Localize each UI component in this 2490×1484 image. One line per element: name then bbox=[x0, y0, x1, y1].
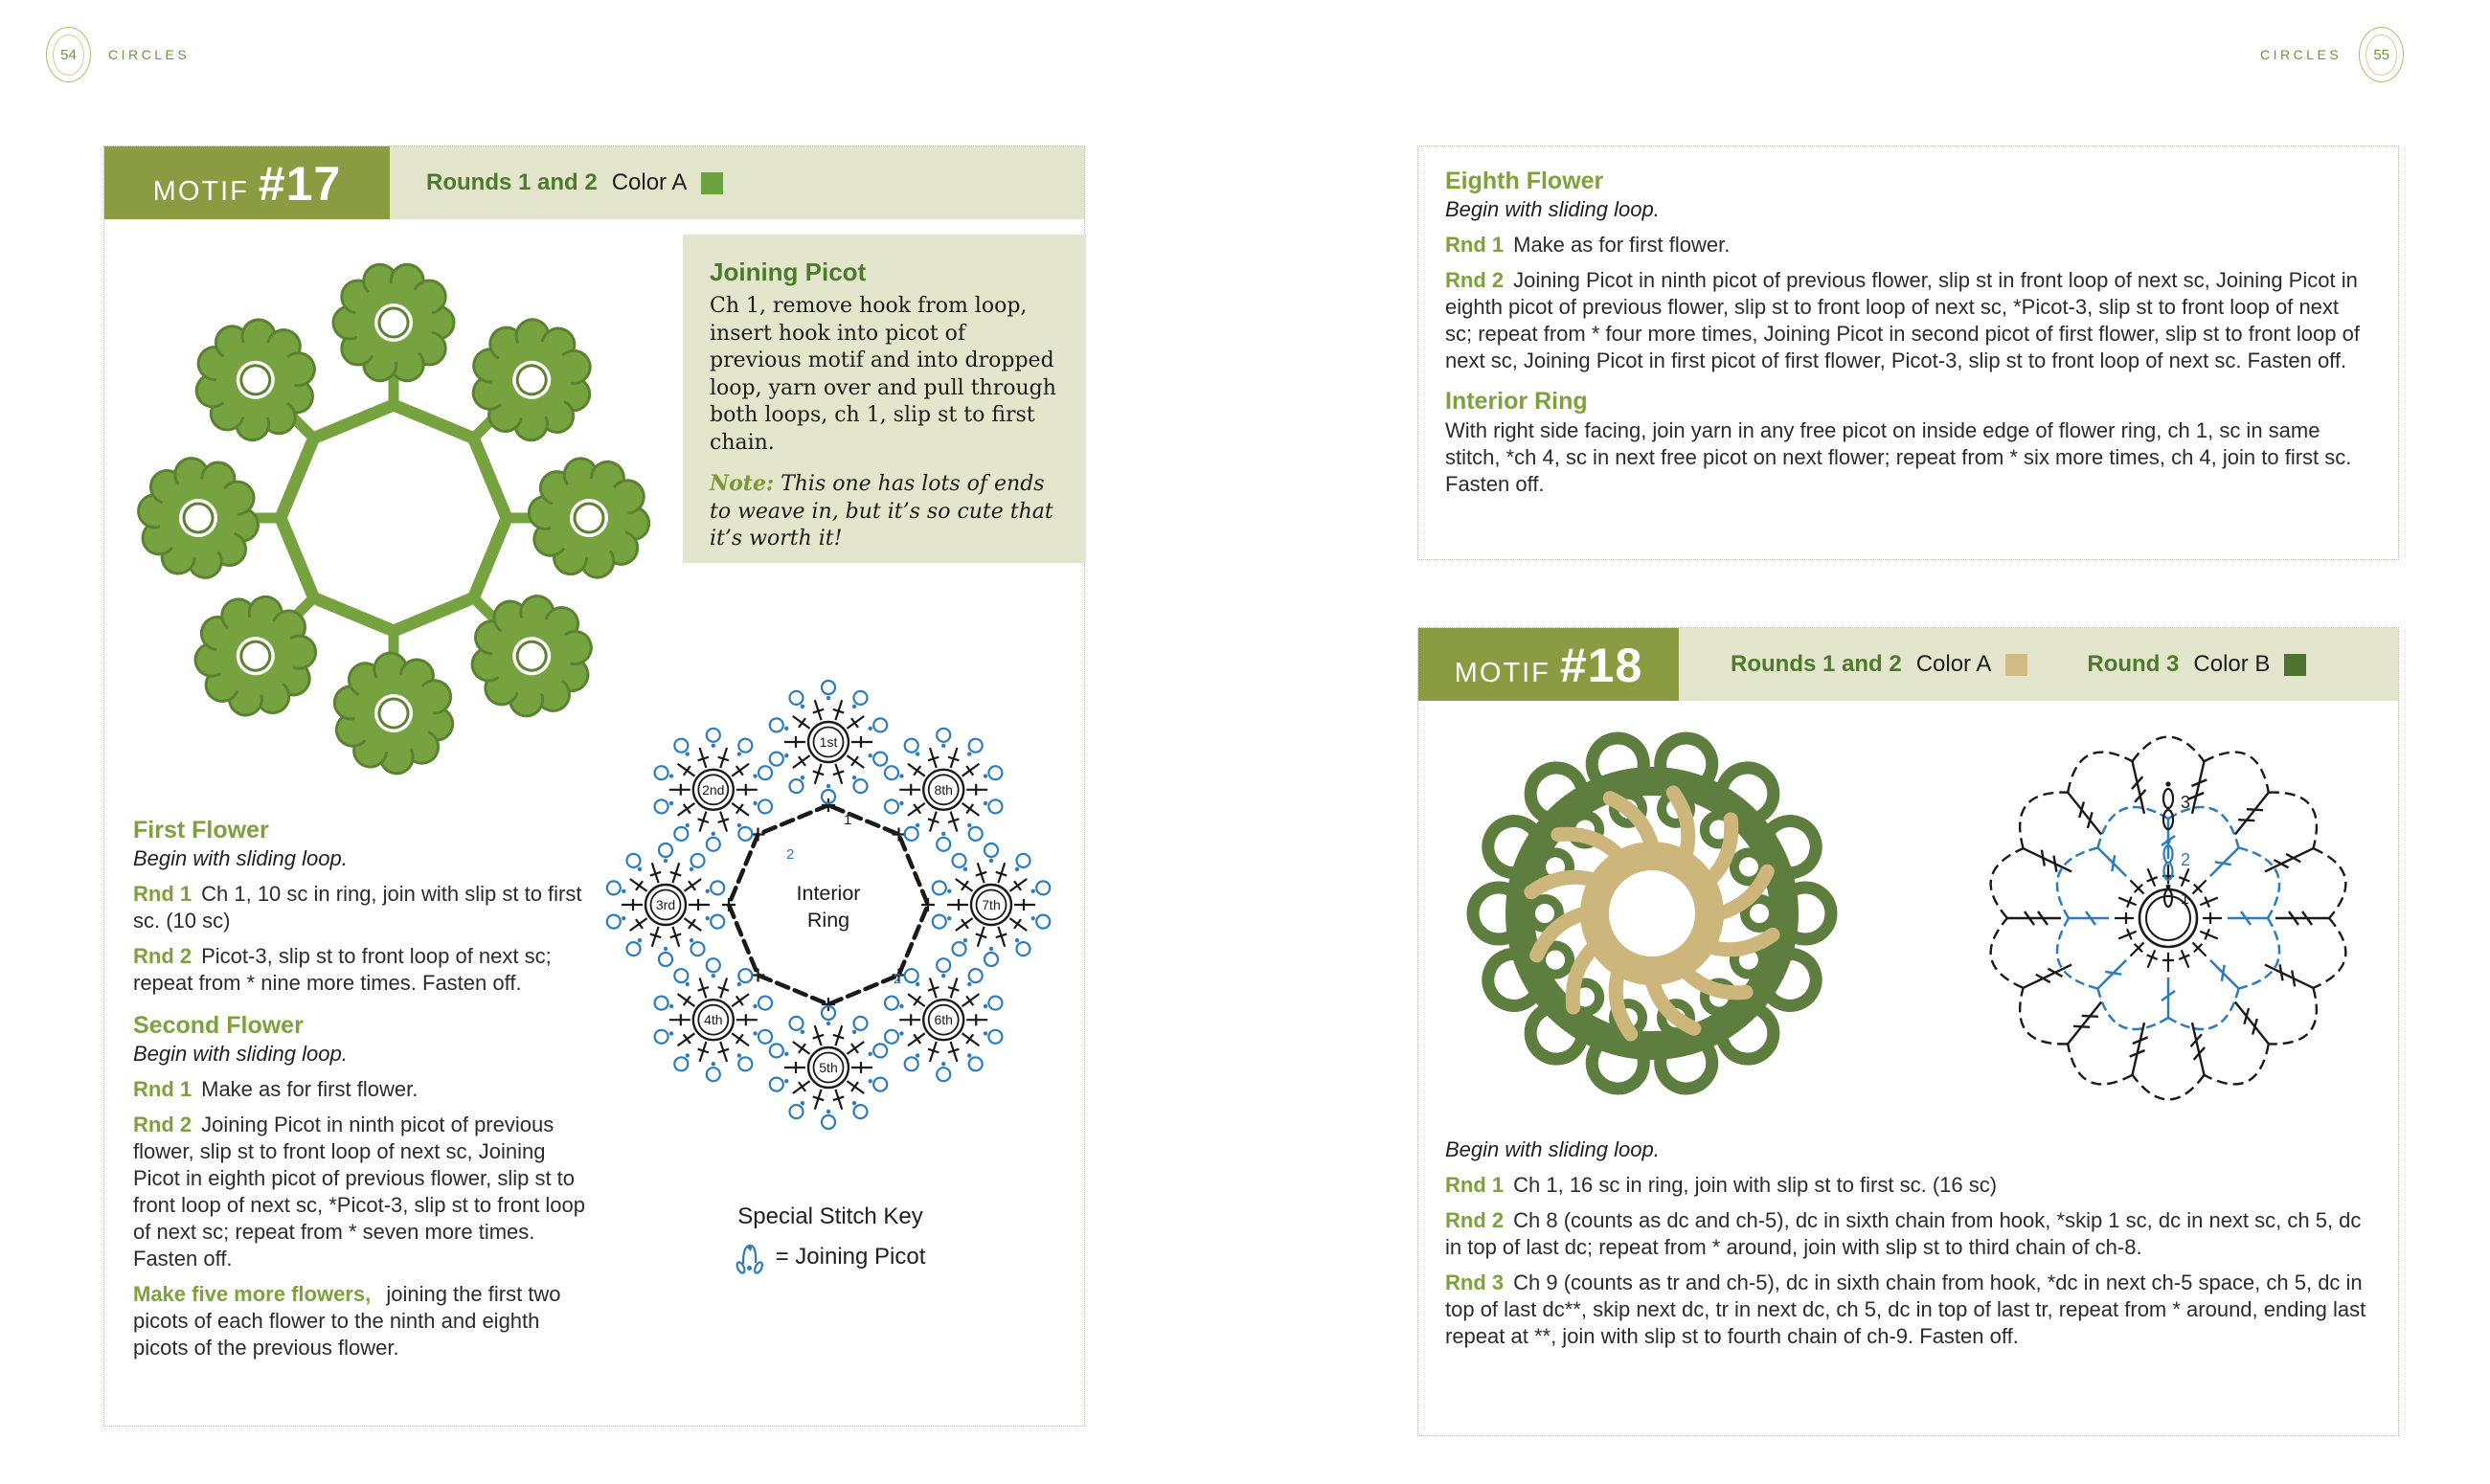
diagram-round-2-label: 2 bbox=[786, 846, 795, 863]
legend-color-label: Color B bbox=[2193, 651, 2271, 677]
right-page-header bbox=[2260, 27, 2404, 82]
more-text: joining the first two picots of each flower to the ninth and eighth picots of the previous flower. bbox=[133, 1282, 561, 1360]
rnd3-label: Rnd 3 bbox=[1445, 1270, 1505, 1294]
make-more-flowers bbox=[133, 1281, 597, 1361]
diagram-flower-label-5: 5th bbox=[819, 1060, 838, 1075]
first-flower-heading: First Flower bbox=[133, 817, 269, 843]
more-label: Make five more flowers, bbox=[133, 1282, 372, 1306]
color-b-swatch bbox=[2284, 654, 2306, 676]
second-flower-intro: Begin with sliding loop. bbox=[133, 1042, 348, 1066]
left-page-header bbox=[46, 27, 190, 82]
diagram-flower-label-7: 7th bbox=[982, 897, 1001, 912]
page-number-badge bbox=[2359, 27, 2404, 82]
second-flower-rnd2 bbox=[133, 1112, 597, 1272]
page-number-inner-ring bbox=[53, 34, 84, 76]
motif-prefix: MOTIF bbox=[152, 176, 249, 207]
diagram-flower-label-1: 1st bbox=[819, 734, 838, 750]
legend-color-label: Color A bbox=[1915, 651, 1992, 677]
diagram-round-2-label: 2 bbox=[894, 971, 902, 987]
eighth-flower-intro: Begin with sliding loop. bbox=[1445, 197, 1660, 221]
motif-18-diagram bbox=[1951, 703, 2387, 1124]
legend-color-label: Color A bbox=[611, 169, 688, 195]
page-number-badge bbox=[46, 27, 91, 82]
motif-17-diagram bbox=[597, 667, 1060, 1142]
joining-picot-note-box bbox=[683, 235, 1086, 563]
legend-rounds: Round 3 bbox=[2087, 651, 2180, 677]
diagram-round-3-label: 3 bbox=[2181, 793, 2191, 812]
interior-ring-body: With right side facing, join yarn in any free picot on inside edge of flower ring, ch 1, sc in same stitch, *ch 4, sc in next free picot on next flower; repeat from * six more times, ch 4, join to first sc. Fasten off. bbox=[1445, 418, 2352, 496]
rnd3-text: Ch 9 (counts as tr and ch-5), dc in sixth chain from hook, *dc in next ch-5 space, ch 5, dc in top of last dc**, skip next dc, tr in next dc, ch 5, dc in top of last tr, repeat from * around, ending last repeat at **, join with slip st to fourth chain of ch-9. Fasten off. bbox=[1445, 1270, 2366, 1348]
motif-number: #17 bbox=[258, 157, 342, 211]
motif-18-panel bbox=[1417, 627, 2399, 1436]
motif-18-header-bar bbox=[1418, 628, 2398, 701]
rnd1-text: Make as for first flower. bbox=[201, 1077, 419, 1101]
motif-18-intro: Begin with sliding loop. bbox=[1445, 1137, 1660, 1161]
sidebar-title: Joining Picot bbox=[710, 258, 867, 286]
first-flower-rnd1 bbox=[133, 881, 597, 934]
note-label: Note: bbox=[710, 471, 775, 496]
rnd2-label: Rnd 2 bbox=[133, 944, 192, 968]
stitch-key-entry bbox=[736, 1240, 926, 1274]
rnd1-label: Rnd 1 bbox=[133, 1077, 192, 1101]
rnd1-label: Rnd 1 bbox=[1445, 233, 1505, 257]
legend-rounds-1-2 bbox=[1731, 651, 2027, 678]
rnd2-text: Joining Picot in ninth picot of previous flower, slip st in front loop of next sc, Joining Picot in eighth picot of previous flower, slip st to front loop of next sc, *Picot-3, slip st to front loop of next sc; repeat from * four more times, Joining Picot in second picot of first flower, slip st to front loop of next sc, Joining Picot in first picot of first flower, Picot-3, slip st to front loop of next sc. Fasten off. bbox=[1445, 268, 2360, 372]
color-a-swatch bbox=[701, 172, 723, 194]
motif-18-rnd2 bbox=[1445, 1207, 2366, 1261]
second-flower-rnd1 bbox=[133, 1076, 597, 1103]
rnd2-text: Ch 8 (counts as dc and ch-5), dc in sixth chain from hook, *skip 1 sc, dc in next sc, ch 5, dc in top of last dc; repeat from * around, join with slip st to third chain of ch-8. bbox=[1445, 1208, 2362, 1259]
eighth-flower-heading: Eighth Flower bbox=[1445, 168, 1604, 194]
page-number: 54 bbox=[60, 46, 77, 63]
eighth-flower-rnd1 bbox=[1445, 232, 2371, 259]
motif-17-panel bbox=[103, 146, 1085, 1427]
rnd1-label: Rnd 1 bbox=[1445, 1173, 1505, 1197]
rnd2-label: Rnd 2 bbox=[1445, 1208, 1505, 1232]
diagram-flower-label-2: 2nd bbox=[702, 781, 725, 798]
motif-17-legend bbox=[390, 146, 1084, 219]
first-flower-rnd2 bbox=[133, 943, 597, 997]
second-flower-heading: Second Flower bbox=[133, 1012, 304, 1039]
first-flower-intro: Begin with sliding loop. bbox=[133, 846, 348, 870]
rnd1-text: Make as for first flower. bbox=[1513, 233, 1731, 257]
rnd1-text: Ch 1, 10 sc in ring, join with slip st to first sc. (10 sc) bbox=[133, 882, 582, 933]
diagram-flower-label-4: 4th bbox=[704, 1012, 723, 1028]
diagram-flower-label-6: 6th bbox=[934, 1012, 953, 1028]
motif-number: #18 bbox=[1559, 639, 1643, 692]
diagram-flower-label-8: 8th bbox=[934, 781, 953, 798]
motif-18-rnd1 bbox=[1445, 1172, 2366, 1199]
legend-rounds: Rounds 1 and 2 bbox=[426, 169, 598, 195]
page-number-inner-ring bbox=[2366, 34, 2397, 76]
legend-round-3 bbox=[2087, 651, 2306, 678]
section-label: CIRCLES bbox=[108, 47, 191, 62]
legend-rounds: Rounds 1 and 2 bbox=[1731, 651, 1902, 677]
section-label: CIRCLES bbox=[2260, 47, 2343, 62]
motif-18-instructions bbox=[1445, 1137, 2366, 1359]
rnd2-label: Rnd 2 bbox=[1445, 268, 1505, 292]
motif-18-legend bbox=[1679, 628, 2398, 701]
rnd2-text: Joining Picot in ninth picot of previous flower, slip st to front loop of next sc, Joining Picot in eighth picot of previous flower, slip st to front loop of next sc, *Picot-3, slip st to front loop of next sc; repeat from * seven more times. Fasten off. bbox=[133, 1113, 586, 1270]
diagram-center-label-line2: Ring bbox=[806, 909, 850, 932]
rnd1-label: Rnd 1 bbox=[133, 882, 192, 906]
diagram-round-1-label: 1 bbox=[2181, 891, 2189, 908]
motif-17-continued-panel bbox=[1417, 146, 2399, 560]
diagram-flower-label-3: 3rd bbox=[655, 897, 676, 912]
stitch-key-text: = Joining Picot bbox=[775, 1244, 926, 1270]
rnd1-text: Ch 1, 16 sc in ring, join with slip st to first sc. (16 sc) bbox=[1513, 1173, 1998, 1197]
eighth-flower-rnd2 bbox=[1445, 267, 2371, 374]
rnd2-text: Picot-3, slip st to front loop of next sc; repeat from * nine more times. Fasten off. bbox=[133, 944, 552, 995]
diagram-round-2-label: 2 bbox=[2181, 850, 2191, 869]
page-number: 55 bbox=[2373, 46, 2390, 63]
rnd2-label: Rnd 2 bbox=[133, 1113, 192, 1136]
joining-picot-icon bbox=[736, 1240, 764, 1274]
sidebar-note bbox=[710, 470, 1059, 553]
special-stitch-key bbox=[597, 1203, 1064, 1279]
motif-17-photo bbox=[110, 231, 677, 798]
motif-prefix: MOTIF bbox=[1454, 658, 1551, 688]
interior-ring-heading: Interior Ring bbox=[1445, 388, 1588, 415]
motif-17-title bbox=[104, 146, 390, 219]
note-text: This one has lots of ends to weave in, but it’s so cute that it’s worth it! bbox=[710, 472, 1053, 551]
stitch-key-title: Special Stitch Key bbox=[737, 1203, 923, 1229]
color-a-swatch bbox=[2005, 654, 2027, 676]
sidebar-body: Ch 1, remove hook from loop, insert hook into picot of previous motif and into dropped loop, yarn over and pull through both loops, ch 1, slip st to first chain. bbox=[710, 294, 1056, 455]
motif-18-photo bbox=[1439, 705, 1866, 1122]
diagram-center-label-line1: Interior bbox=[796, 882, 861, 905]
motif-18-rnd3 bbox=[1445, 1270, 2366, 1350]
motif-17-header-bar bbox=[104, 146, 1084, 219]
motif-18-title bbox=[1418, 628, 1679, 701]
diagram-round-1-label: 1 bbox=[844, 812, 852, 828]
motif-17-instructions bbox=[133, 817, 597, 1370]
